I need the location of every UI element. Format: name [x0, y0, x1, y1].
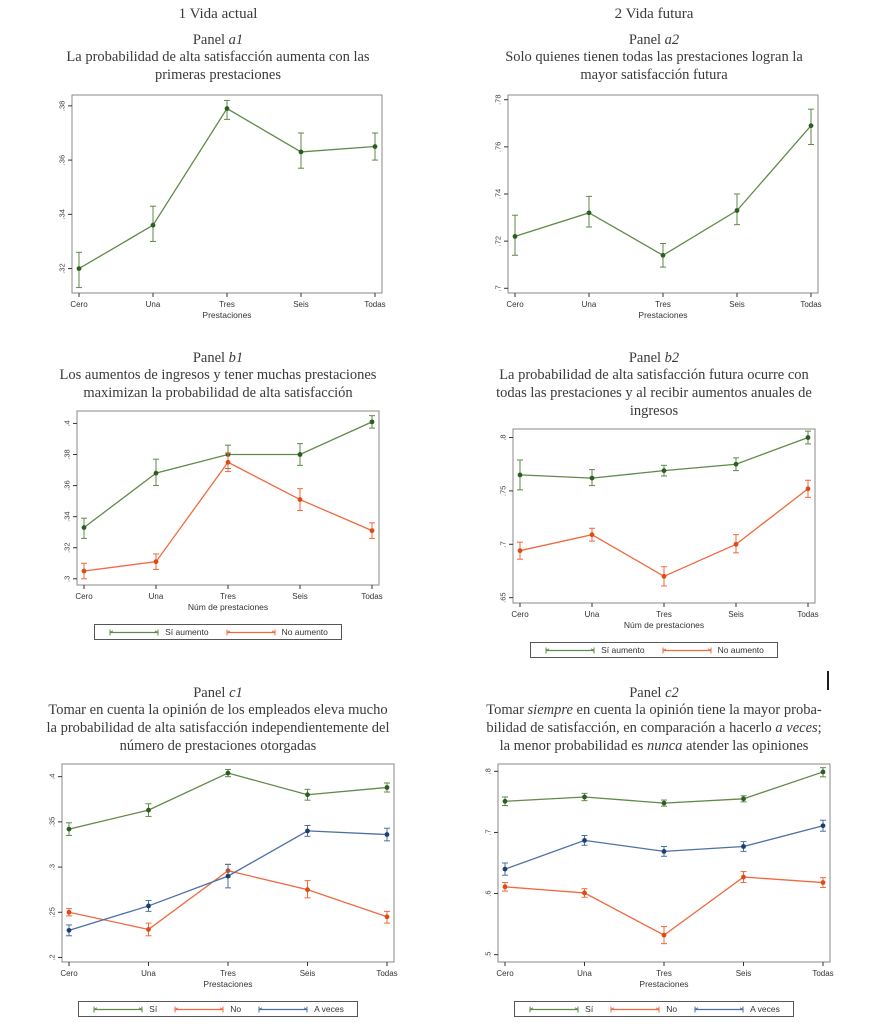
x-tick-label: Todas — [812, 968, 834, 978]
legend-entry — [609, 1004, 677, 1014]
legend-line-sample-icon — [544, 646, 596, 655]
x-tick-label: Una — [145, 299, 161, 309]
panel-a2-chart — [476, 87, 832, 329]
subtitle-text: Los aumentos de ingresos y tener muchas prestaciones — [59, 367, 377, 383]
x-tick-label: Tres — [656, 968, 672, 978]
panel-b2 — [436, 345, 872, 680]
y-tick-label: .25 — [47, 906, 57, 918]
subtitle-text: bilidad de satisfacción, en comparación a hacerlo — [486, 719, 776, 736]
legend-line-sample-icon — [173, 1005, 225, 1014]
x-axis-title: Núm de prestaciones — [623, 619, 705, 630]
x-axis-title: Prestaciones — [638, 309, 688, 320]
panel-c2-legend — [514, 1001, 794, 1019]
y-tick-label: .32 — [57, 263, 67, 274]
subtitle-text: atender las opiniones — [682, 737, 809, 754]
panel-b2-chart — [481, 423, 827, 639]
panel-label-id: b1 — [228, 350, 244, 366]
legend-line-sample-icon — [92, 1005, 144, 1014]
legend-entry — [225, 627, 328, 637]
x-tick-label: Tres — [220, 968, 236, 978]
panel-c2-subtitle — [480, 702, 827, 756]
x-tick-label: Una — [148, 591, 164, 601]
subtitle-text: maximizan la probabilidad de alta satisfacción — [83, 384, 353, 401]
panel-label-text: Panel — [192, 32, 229, 48]
y-tick-label: .65 — [498, 592, 508, 603]
legend-entry — [528, 1004, 593, 1014]
legend-entry — [661, 645, 764, 655]
y-tick-label: .76 — [493, 141, 503, 153]
x-tick-label: Seis — [728, 609, 744, 619]
chart-legend — [514, 1001, 794, 1017]
panel-b1-legend — [94, 624, 342, 642]
cursor-artifact — [827, 671, 829, 690]
y-tick-label: .35 — [47, 816, 57, 827]
y-tick-label: .36 — [57, 154, 67, 166]
legend-entry — [173, 1004, 241, 1014]
x-tick-label: Seis — [735, 968, 752, 978]
x-axis-title: Núm de prestaciones — [187, 601, 269, 612]
x-tick-label: Todas — [376, 968, 398, 978]
subtitle-text: Solo quienes tienen todas las prestaciones logran la — [505, 49, 803, 65]
x-tick-label: Todas — [364, 299, 386, 309]
x-tick-label: Tres — [219, 299, 235, 309]
panel-label-text: Panel — [629, 685, 666, 701]
subtitle-italic-text: siempre — [527, 702, 573, 718]
x-axis-title: Prestaciones — [203, 978, 253, 989]
y-tick-label: .75 — [498, 485, 508, 497]
y-tick-label: .3 — [47, 863, 57, 871]
x-tick-label: Seis — [293, 299, 309, 309]
legend-line-sample-icon — [257, 1005, 309, 1014]
legend-line-sample-icon — [661, 646, 713, 655]
legend-label: No — [666, 1004, 678, 1015]
legend-entry — [92, 1004, 157, 1014]
x-tick-label: Una — [584, 609, 600, 619]
chart-legend — [94, 624, 342, 640]
subtitle-text: Tomar — [486, 702, 528, 718]
x-tick-label: Una — [141, 968, 156, 978]
column-header-vida-futura: 2 Vida futura — [614, 6, 694, 22]
panel-b2-legend — [530, 642, 778, 660]
panel-a2 — [436, 0, 872, 345]
x-tick-label: Tres — [656, 609, 672, 619]
legend-line-sample-icon — [528, 1005, 580, 1014]
panel-c1-label — [193, 685, 243, 702]
x-tick-label: Cero — [496, 968, 514, 978]
legend-label: A veces — [750, 1004, 780, 1015]
subtitle-text: la menor probabilidad es — [499, 737, 647, 754]
panel-c1 — [0, 680, 436, 1031]
panel-a1-subtitle — [60, 49, 375, 85]
subtitle-text: Tomar en cuenta la opinión de los empleados eleva mucho — [48, 702, 388, 718]
x-tick-label: Cero — [511, 609, 529, 619]
subtitle-text: La probabilidad de alta satisfacción futura ocurre con — [499, 367, 809, 383]
panel-c2-label — [629, 685, 679, 702]
y-tick-label: .36 — [62, 480, 72, 491]
y-tick-label: .4 — [62, 420, 72, 427]
legend-line-sample-icon — [609, 1005, 661, 1014]
subtitle-italic-text: a veces — [775, 719, 818, 736]
subtitle-text: ; — [817, 719, 822, 736]
panel-b1-subtitle — [54, 367, 383, 403]
panel-c1-legend — [78, 1001, 358, 1019]
y-tick-label: .34 — [57, 209, 67, 220]
chart-legend — [78, 1001, 358, 1017]
y-tick-label: .78 — [493, 94, 503, 105]
panel-c2-chart — [466, 758, 842, 998]
legend-label: No aumento — [281, 627, 328, 638]
legend-entry — [544, 645, 644, 655]
legend-line-sample-icon — [108, 628, 160, 637]
y-tick-label: .38 — [57, 100, 67, 112]
x-axis-title: Prestaciones — [639, 978, 689, 989]
panel-b1-chart — [45, 405, 391, 621]
x-tick-label: Seis — [299, 968, 316, 978]
panel-label-text: Panel — [192, 350, 229, 366]
panel-c2 — [436, 680, 872, 1031]
y-tick-label: .7 — [483, 829, 493, 836]
y-tick-label: .8 — [483, 768, 493, 775]
x-tick-label: Cero — [70, 299, 88, 309]
legend-label: No — [230, 1004, 242, 1015]
subtitle-text: en cuenta la opinión tiene la mayor proba- — [572, 702, 822, 718]
x-tick-label: Todas — [800, 299, 822, 309]
y-tick-label: .3 — [62, 575, 72, 582]
panel-c1-chart — [30, 758, 406, 998]
x-tick-label: Seis — [729, 299, 745, 309]
subtitle-text: ingresos — [629, 402, 679, 419]
y-tick-label: .4 — [47, 773, 57, 780]
panel-label-id: c1 — [229, 685, 243, 701]
chart-legend — [530, 642, 778, 658]
legend-label: Sí aumento — [165, 627, 209, 638]
y-tick-label: .5 — [483, 951, 493, 958]
legend-entry — [693, 1004, 780, 1014]
subtitle-text: La probabilidad de alta satisfacción aumenta con las — [66, 49, 370, 65]
panel-label-text: Panel — [628, 32, 665, 48]
x-tick-label: Todas — [797, 609, 819, 619]
legend-label: A veces — [314, 1004, 344, 1015]
panel-label-id: a2 — [664, 32, 680, 48]
x-tick-label: Cero — [506, 299, 524, 309]
y-tick-label: .74 — [493, 188, 503, 200]
y-tick-label: .7 — [498, 541, 508, 548]
panel-b2-label — [629, 350, 679, 367]
panel-a2-subtitle — [499, 49, 809, 85]
x-tick-label: Todas — [361, 591, 383, 601]
x-tick-label: Una — [581, 299, 597, 309]
panel-label-text: Panel — [193, 685, 230, 701]
legend-entry — [108, 627, 208, 637]
column-header-vida-actual: 1 Vida actual — [178, 6, 258, 22]
x-axis-title: Prestaciones — [202, 309, 252, 320]
panel-c1-subtitle — [40, 702, 395, 756]
legend-label: Sí aumento — [601, 645, 645, 656]
y-tick-label: .6 — [483, 890, 493, 897]
panel-label-text: Panel — [628, 350, 665, 366]
panel-a2-label — [629, 32, 679, 49]
panel-a1-label — [193, 32, 243, 49]
legend-line-sample-icon — [225, 628, 277, 637]
legend-label: Sí — [585, 1004, 594, 1015]
legend-label: Sí — [149, 1004, 158, 1015]
subtitle-text: primeras prestaciones — [154, 66, 281, 83]
y-tick-label: .8 — [498, 434, 508, 441]
legend-label: No aumento — [717, 645, 764, 656]
legend-line-sample-icon — [693, 1005, 745, 1014]
panel-label-id: b2 — [664, 350, 680, 366]
subtitle-text: número de prestaciones otorgadas — [119, 737, 317, 754]
subtitle-italic-text: nunca — [646, 737, 683, 754]
subtitle-text: mayor satisfacción futura — [580, 66, 728, 83]
y-tick-label: .32 — [62, 542, 72, 553]
subtitle-text: todas las prestaciones y al recibir aumentos anuales de — [496, 384, 812, 401]
panel-a1-chart — [40, 87, 396, 329]
y-tick-label: .2 — [47, 954, 57, 961]
y-tick-label: .34 — [62, 511, 72, 522]
subtitle-text: la probabilidad de alta satisfacción independientemente del — [46, 719, 390, 736]
y-tick-label: .7 — [493, 285, 503, 292]
x-tick-label: Cero — [75, 591, 93, 601]
x-tick-label: Tres — [655, 299, 671, 309]
panel-label-id: c2 — [665, 685, 679, 701]
panel-b1 — [0, 345, 436, 680]
y-tick-label: .38 — [62, 449, 72, 460]
legend-entry — [257, 1004, 344, 1014]
y-tick-label: .72 — [493, 235, 503, 247]
x-tick-label: Una — [577, 968, 592, 978]
x-tick-label: Tres — [220, 591, 236, 601]
panel-b2-subtitle — [490, 367, 818, 421]
x-tick-label: Cero — [60, 968, 78, 978]
panel-b1-label — [193, 350, 243, 367]
x-tick-label: Seis — [292, 591, 308, 601]
panel-label-id: a1 — [228, 32, 244, 48]
panel-a1 — [0, 0, 436, 345]
